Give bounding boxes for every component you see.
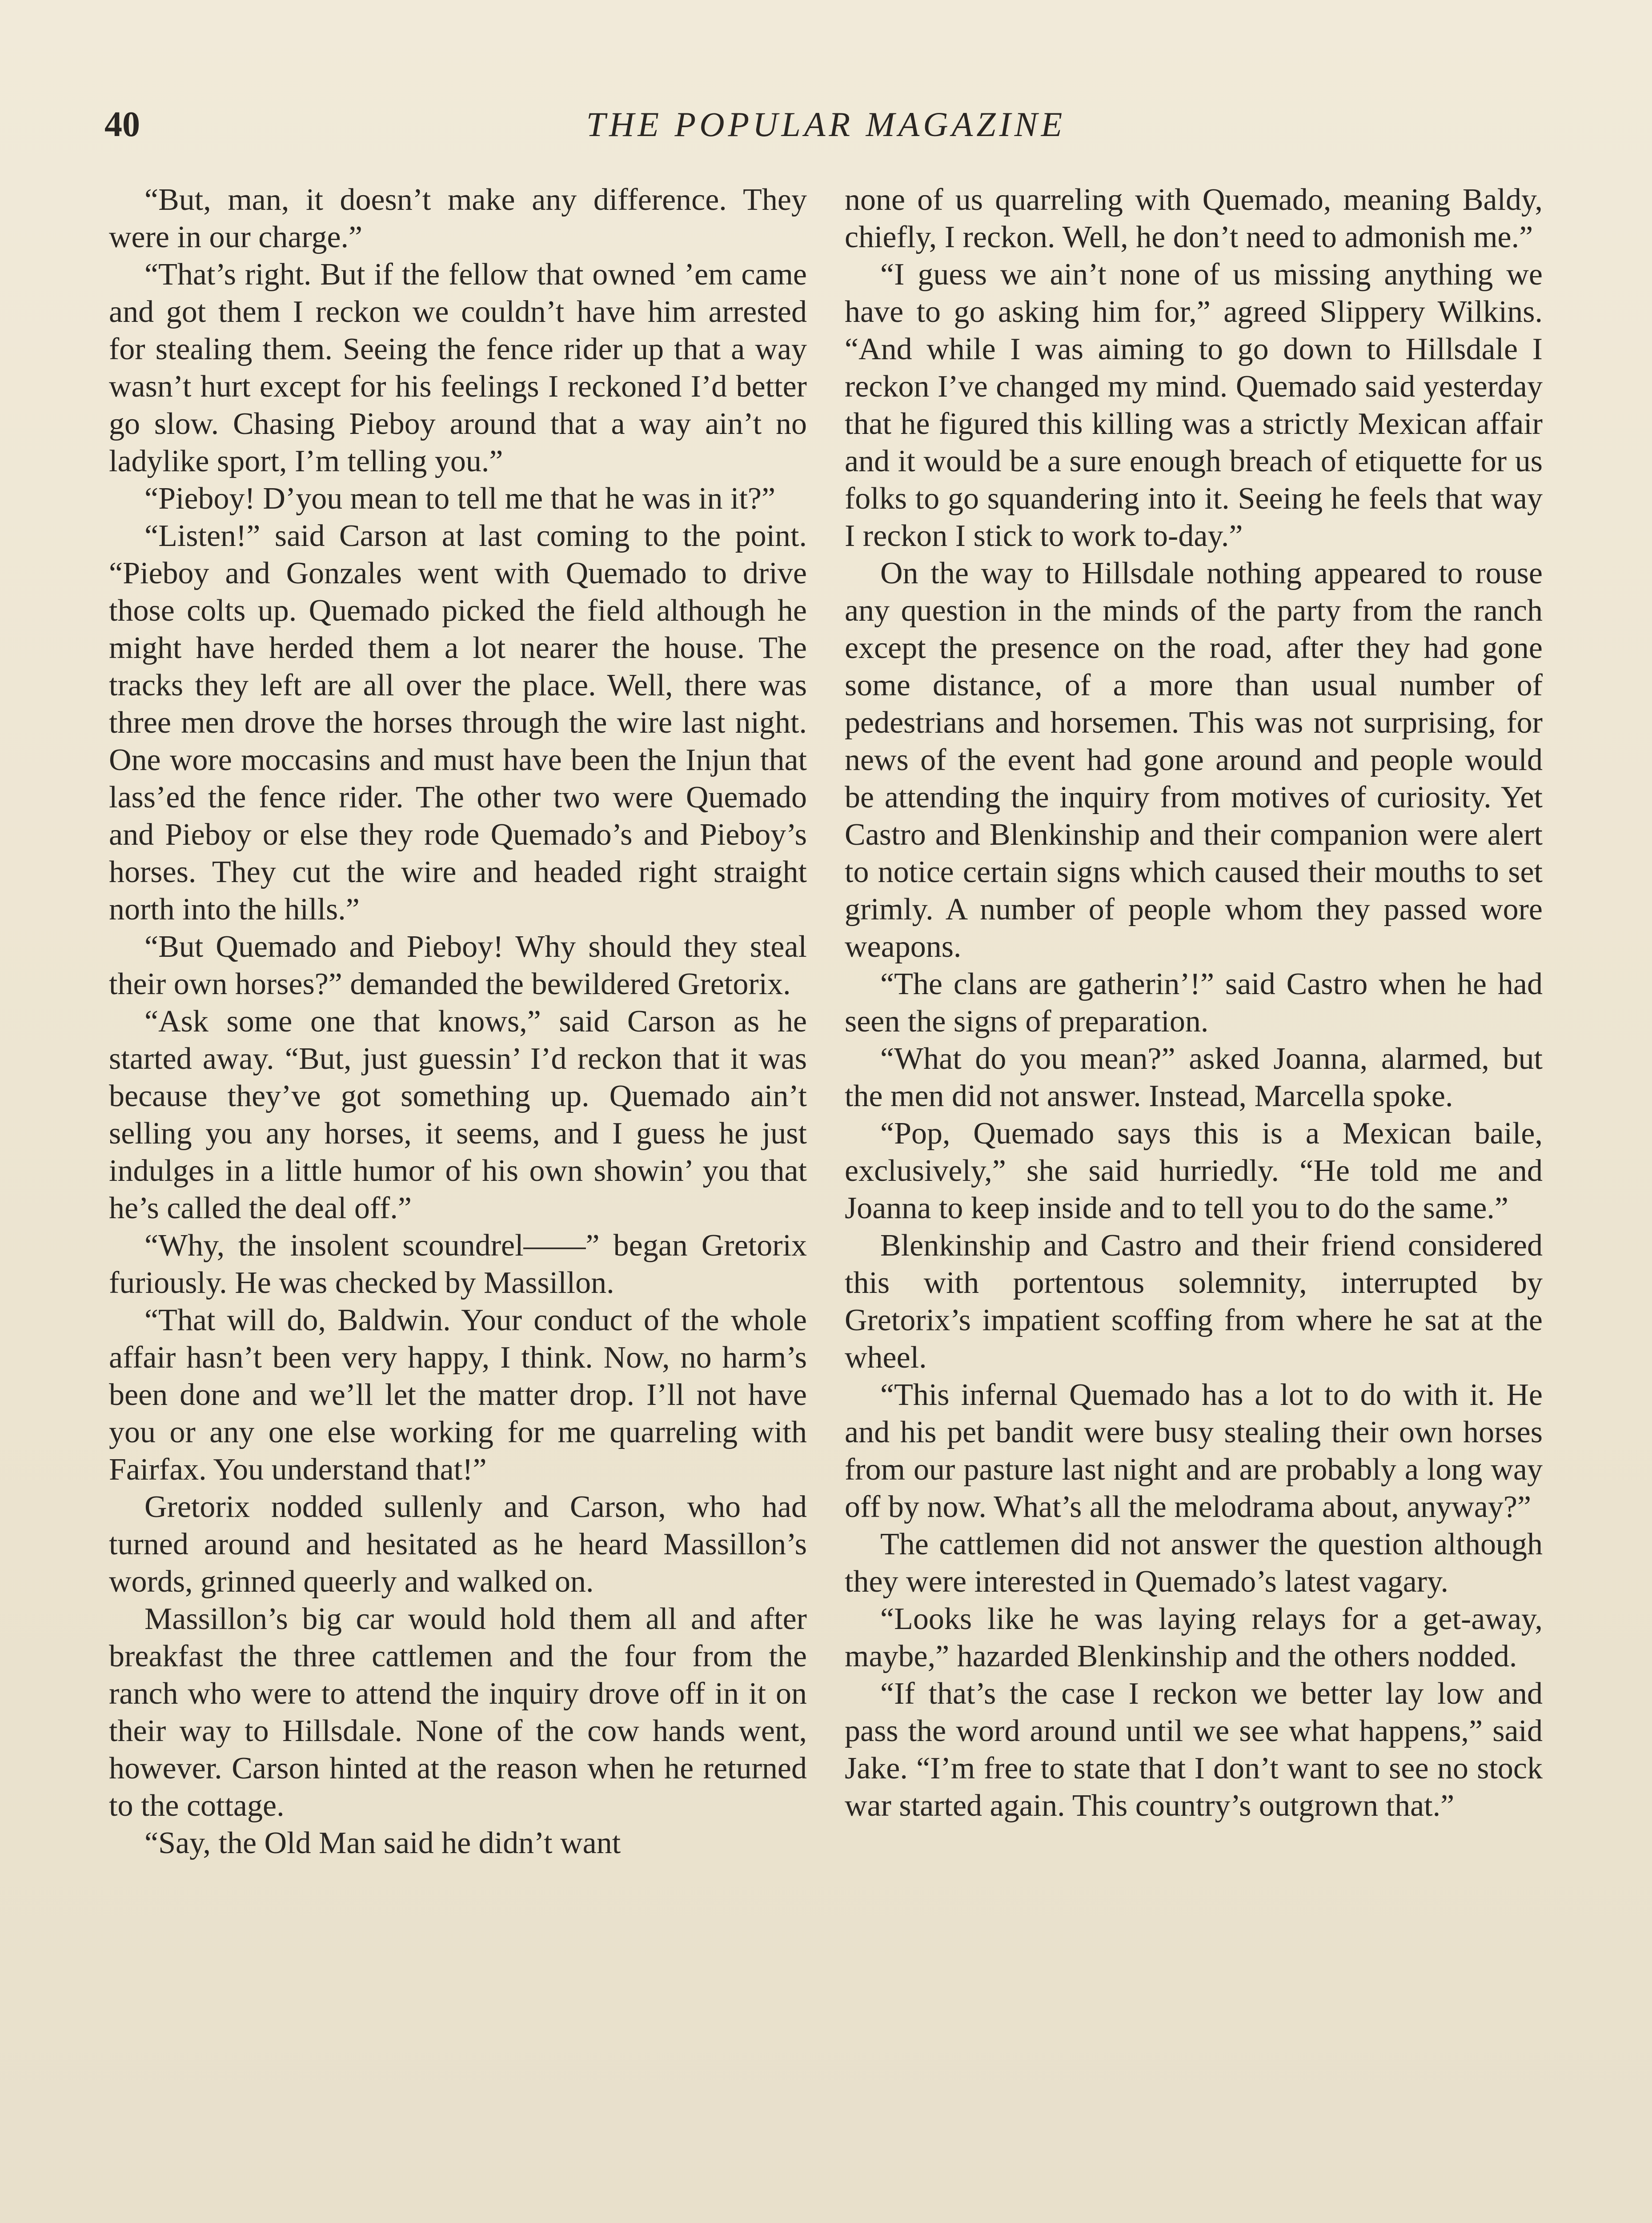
right-column (845, 181, 1543, 1825)
paragraph: “What do you mean?” asked Joanna, alarmed, but the men did not answer. Instead, Marcella spoke. (845, 1042, 1543, 1113)
continued-paragraph: none of us quarreling with Quemado, meaning Baldy, chiefly, I reckon. Well, he don’t need to admonish me.” (845, 183, 1543, 254)
paragraph: “But, man, it doesn’t make any difference. They were in our charge.” (109, 183, 807, 254)
paragraph: “Ask some one that knows,” said Carson as he started away. “But, just guessin’ I’d reckon that it was because they’ve got something up. Quemado ain’t selling you any horses, it seems, and I guess he just indulges in a little humor of his own showin’ you that he’s called the deal off.” (109, 1004, 807, 1225)
paragraph: On the way to Hillsdale nothing appeared to rouse any question in the minds of the party from the ranch except the presence on the road, after they had gone some distance, of a more than usual number of pedestrians and horsemen. This was not surprising, for news of the event had gone around and people would be attending the inquiry from motives of curiosity. Yet Castro and Blenkinship and their companion were alert to notice certain signs which caused their mouths to set grimly. A number of people whom they passed wore weapons. (845, 556, 1543, 964)
paragraph: “This infernal Quemado has a lot to do with it. He and his pet bandit were busy stealing their own horses from our pasture last night and are probably a long way off by now. What’s all the melodrama about, anyway?” (845, 1378, 1543, 1524)
paragraph: “That will do, Baldwin. Your conduct of the whole affair hasn’t been very happy, I think. Now, no harm’s been done and we’ll let the matter drop. I’ll not have you or any one else working for me quarreling with Fairfax. You understand that!” (109, 1303, 807, 1487)
paragraph: “The clans are gatherin’!” said Castro when he had seen the signs of preparation. (845, 967, 1543, 1039)
paragraph: “If that’s the case I reckon we better lay low and pass the word around until we see what happens,” said Jake. “I’m free to state that I don’t want to see no stock war started again. This country’s outgrown that.” (845, 1677, 1543, 1823)
page-header (104, 100, 1548, 149)
paragraph: “Say, the Old Man said he didn’t want (144, 1826, 621, 1860)
paragraph: “Looks like he was laying relays for a get-away, maybe,” hazarded Blenkinship and the others nodded. (845, 1602, 1543, 1673)
paragraph: “Pop, Quemado says this is a Mexican baile, exclusively,” she said hurriedly. “He told me and Joanna to keep inside and to tell you to do the same.” (845, 1116, 1543, 1225)
magazine-title: THE POPULAR MAGAZINE (586, 105, 1066, 144)
paragraph: “Why, the insolent scoundrel——” began Gretorix furiously. He was checked by Massillon. (109, 1228, 807, 1300)
left-column (109, 181, 807, 1862)
paragraph: “Pieboy! D’you mean to tell me that he was in it?” (144, 482, 776, 516)
paragraph: Gretorix nodded sullenly and Carson, who had turned around and hesitated as he heard Massillon’s words, grinned queerly and walked on. (109, 1490, 807, 1599)
paragraph: Blenkinship and Castro and their friend considered this with portentous solemnity, interrupted by Gretorix’s impatient scoffing from where he sat at the wheel. (845, 1228, 1543, 1375)
paragraph: The cattlemen did not answer the question although they were interested in Quemado’s latest vagary. (845, 1527, 1543, 1599)
paragraph: “But Quemado and Pieboy! Why should they steal their own horses?” demanded the bewildered Gretorix. (109, 930, 807, 1001)
paragraph: “Listen!” said Carson at last coming to the point. “Pieboy and Gonzales went with Quemado to drive those colts up. Quemado picked the field although he might have herded them a lot nearer the house. The tracks they left are all over the place. Well, there was three men drove the horses through the wire last night. One wore moccasins and must have been the Injun that lass’ed the fence rider. The other two were Quemado and Pieboy or else they rode Quemado’s and Pieboy’s horses. They cut the wire and headed right straight north into the hills.” (109, 519, 807, 927)
page-number: 40 (104, 105, 140, 144)
paragraph: “That’s right. But if the fellow that owned ’em came and got them I reckon we couldn’t have him arrested for stealing them. Seeing the fence rider up that a way wasn’t hurt except for his feelings I reckoned I’d better go slow. Chasing Pieboy around that a way ain’t no ladylike sport, I’m telling you.” (109, 257, 807, 478)
paragraph: Massillon’s big car would hold them all and after breakfast the three cattlemen and the four from the ranch who were to attend the inquiry drove off in it on their way to Hillsdale. None of the cow hands went, however. Carson hinted at the reason when he returned to the cottage. (109, 1602, 807, 1823)
paragraph: “I guess we ain’t none of us missing anything we have to go asking him for,” agreed Slippery Wilkins. “And while I was aiming to go down to Hillsdale I reckon I’ve changed my mind. Quemado said yesterday that he figured this killing was a strictly Mexican affair and it would be a sure enough breach of etiquette for us folks to go squandering into it. Seeing he feels that way I reckon I stick to work to-day.” (845, 257, 1543, 553)
